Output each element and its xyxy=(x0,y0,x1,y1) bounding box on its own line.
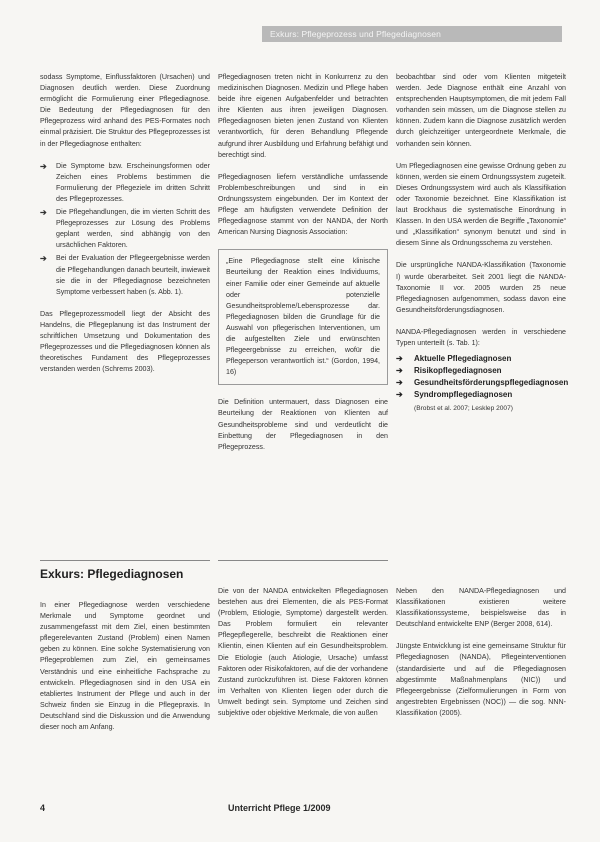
column-left-upper xyxy=(40,72,210,386)
arrow-right-icon: ➔ xyxy=(396,354,403,364)
arrow-right-icon: ➔ xyxy=(396,378,403,388)
list-item: ➔ Aktuelle Pflegediagnosen xyxy=(396,354,512,364)
divider xyxy=(40,560,210,561)
page-number: 4 xyxy=(40,803,46,813)
definition-quote-box: „Eine Pflegediagnose stellt eine klinische Beurteilung der Reaktion eines Individuums, einer Familie oder einer Gemeinde auf aktuelle oder potenzielle Gesundheitsprobleme/Lebensprozesse dar. Pflegediagnosen bilden die Grundlage für die Auswahl von pflegerischen Interventionen, um die aufgestellten Ziele und erwünschten Pflegeergebnisse zu erreichen, wofür die Pflegeperson verantwortlich ist.“ (Gordon, 1994, 16) xyxy=(218,249,388,385)
paragraph: Die von der NANDA entwickelten Pflegediagnosen bestehen aus drei Elementen, die als PES-Format (Problem, Etiologie, Symptome) dargestellt werden. Das Problem formuliert ein relevanter Pflegepflegerelle, beschreibt die Reaktionen einer Klientin, einen Klienten auf ein Gesundheitsproblem. Die Etiologie (auch Ätiologie, Ursache) umfasst Faktoren oder Risikofaktoren, auf die der vorhandene Zustand zurückzuführen ist. Diese Faktoren können im Verhalten von Klienten liegen oder durch die Umwelt bedingt sein. Symptome und Zeichen sind subjektive oder objektive Merkmale, die von außen xyxy=(218,587,388,718)
column-middle-upper xyxy=(218,72,388,464)
list-item: ➔ Risikopflegediagnosen xyxy=(396,366,502,376)
journal-title: Unterricht Pflege 1/2009 xyxy=(228,803,331,813)
column-right-upper xyxy=(396,72,569,428)
list-item: ➔ Gesundheitsförderungspflegediagnosen xyxy=(396,378,569,388)
column-left-lower xyxy=(40,600,210,744)
arrow-right-icon: ➔ xyxy=(40,161,47,171)
paragraph: Um Pflegediagnosen eine gewisse Ordnung geben zu können, werden sie einem Ordnungssystem zugeteilt. Dieses Ordnungssystem wird auch als Klassifikation oder Taxonomie bezeichnet. Eine Klassifikation ist laut Brockhaus die systematische Einordnung in Klassen. In den USA werden die Begriffe „Taxonomie“ und „Klassifikation“ synonym benutzt und sind in diesem Sinne als Ordnungsschema zu verstehen. xyxy=(396,161,566,248)
diagnosis-types-list xyxy=(396,353,569,401)
list-item: ➔ Syndrompflegediagnosen xyxy=(396,390,513,400)
arrow-right-icon: ➔ xyxy=(396,390,403,400)
column-middle-lower xyxy=(218,586,388,730)
running-header: Exkurs: Pflegeprozess und Pflegediagnosen xyxy=(262,26,562,42)
column-right-lower xyxy=(396,586,566,730)
arrow-right-icon: ➔ xyxy=(40,208,47,218)
paragraph: Neben den NANDA-Pflegediagnosen und Klassifikationen existieren weitere Klassifikationssysteme, beispielsweise das in Deutschland entwickelte ENP (Berger 2008, 614). xyxy=(396,587,566,629)
paragraph: Pflegediagnosen liefern verständliche umfassende Problembeschreibungen und sind in ein Ordnungssystem eingebunden. Der im Kontext der Pflege am häufigsten verwendete Definition der Pflegediagnose stammt von der NANDA, der North American Nursing Diagnosis Association: xyxy=(218,172,388,237)
section-title: Exkurs: Pflegediagnosen xyxy=(40,567,184,581)
bullet-list xyxy=(40,161,210,298)
paragraph: Die ursprüngliche NANDA-Klassifikation (Taxonomie I) wurde überarbeitet. Seit 2001 liegt die NANDA-Taxonomie II vor. 2005 wurden 25 neue Pflegediagnosen aufgenommen, sodass davon eine Gesundheitsförderungsdiagnosen. xyxy=(396,261,566,314)
paragraph: In einer Pflegediagnose werden verschiedene Merkmale und Symptome geordnet und zusammengefasst mit dem Ziel, einen bestimmten pflegerelevanten Zustand (Problem) einen Namen geben zu können. Eine solche Systematisierung von Pflegeproblemen zum Ziel, ein gemeinsames Verständnis und eine einheitliche Fachsprache zu entwickeln. Pflegediagnosen sind in den USA ein etabliertes Instrument der Pflege und auch in der Schweiz finden sie Einzug in die Pflegepraxis. In Deutschland sind die Diskussion und die Anwendung dieser noch am Anfang. xyxy=(40,601,210,732)
list-item: ➔ Bei der Evaluation der Pflegeergebnisse werden die Pflegehandlungen danach beurteilt, inwieweit sie die in der Pflegediagnose bezeichneten Symptome verbessert haben (s. Abb. 1). xyxy=(40,254,210,296)
paragraph: beobachtbar sind oder vom Klienten mitgeteilt werden. Jede Diagnose enthält eine Anzahl von entsprechenden Hauptsymptomen, die mit jedem Fall vorhanden sein müssen, um die Diagnose stellen zu können. Zudem kann die Diagnose zusätzlich werden durch gleichzeitiger untergeordnete Merkmale, die vorhanden sein können. xyxy=(396,73,566,148)
paragraph: Die Definition untermauert, dass Diagnosen eine Beurteilung der Reaktionen von Klienten auf Gesundheitsprobleme sind und verdeutlicht die Einbettung der Pflegediagnosen in den Pflegeprozess. xyxy=(218,398,388,451)
paragraph: Jüngste Entwicklung ist eine gemeinsame Struktur für Pflegediagnosen (NANDA), Pflegeinterventionen (standardisierte und auf die Pflegediagnosen abgestimmte Maßnahmenplans (NIC)) und Pflegeergebnisse (Zielformulierungen in Form von angestrebten Ergebnissen (NOC)) — die sog. NNN-Klassifikation (2005). xyxy=(396,642,566,717)
paragraph: NANDA-Pflegediagnosen werden in verschiedene Typen unterteilt (s. Tab. 1): xyxy=(396,327,566,347)
source-citation: (Brobst et al. 2007; Lesklep 2007) xyxy=(414,405,513,413)
divider xyxy=(218,560,388,561)
paragraph: Das Pflegeprozessmodell liegt der Absicht des Handelns, die Pflegeplanung ist das Instrument der schriftlichen Umsetzung und Dokumentation des Pflegeprozesses und die Pflegediagnosen können als theoretisches Fundament des Pflegeprozesses verstanden werden (Schrems 2003). xyxy=(40,309,210,374)
paragraph: sodass Symptome, Einflussfaktoren (Ursachen) und Diagnosen deutlich werden. Diese Zuordnung ermöglicht die Formulierung einer Pflegediagnose. Die Bedeutung der Pflegediagnosen für den Pflegeprozess wird anhand des PES-Formates noch einmal präzisiert. Die Struktur des Pflegeprozesses ist in der Pflegediagnose enthalten: xyxy=(40,73,210,148)
arrow-right-icon: ➔ xyxy=(396,366,403,376)
list-item: ➔ Die Pflegehandlungen, die im vierten Schritt des Pflegeprozesses zur Lösung des Problems geplant werden, sind abhängig von den ursächlichen Faktoren. xyxy=(40,208,210,250)
list-item: ➔ Die Symptome bzw. Erscheinungsformen oder Zeichen eines Problems bestimmen die Formulierung der Pflegeziele im dritten Schritt des Pflegeprozesses. xyxy=(40,161,210,203)
arrow-right-icon: ➔ xyxy=(40,254,47,264)
paragraph: Pflegediagnosen treten nicht in Konkurrenz zu den medizinischen Diagnosen. Medizin und Pflege haben beide ihre eigenen Aufgabenfelder und betrachten ihre Klienten aus ihren jeweiligen Diagnosen. Pflegediagnosen bieten jenen Zustand von Klienten verantwortlich, für deren Behandlung Pflegende aufgrund ihrer Ausbildung und Erfahrung befähigt und berechtigt sind. xyxy=(218,73,388,159)
